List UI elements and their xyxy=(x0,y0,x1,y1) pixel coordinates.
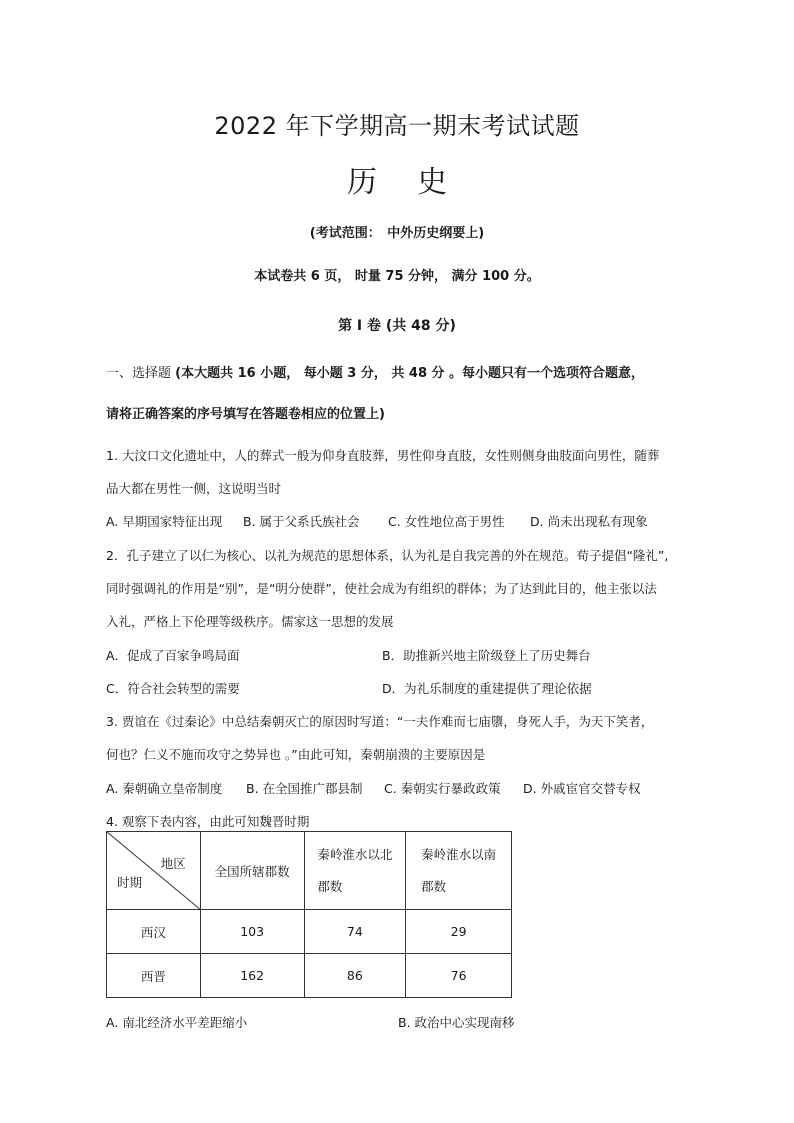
question-2-line-2: 同时强调礼的作用是“别”，是“明分使群”，使社会成为有组织的群体；为了达到此目的，他主张以法 xyxy=(106,581,657,596)
q4-option-b: B. 政治中心实现南移 xyxy=(398,1015,515,1030)
header-north: 秦岭淮水以北 郡数 xyxy=(304,832,406,910)
q3-option-c: C. 秦朝实行暴政政策 xyxy=(384,781,501,796)
row-total: 162 xyxy=(200,954,304,998)
q1-option-c: C. 女性地位高于男性 xyxy=(388,514,505,529)
section-rule-line1: (本大题共 16 小题， 每小题 3 分， 共 48 分 。每小题只有一个选项符合题意， xyxy=(175,366,645,381)
q2-option-b: B．助推新兴地主阶级登上了历史舞台 xyxy=(382,648,591,663)
corner-region-label: 地区 xyxy=(160,856,186,871)
q1-option-d: D. 尚未出现私有现象 xyxy=(530,514,648,529)
corner-period-label: 时期 xyxy=(117,875,143,890)
exam-meta: 本试卷共 6 页， 时量 75 分钟， 满分 100 分。 xyxy=(254,269,540,284)
diagonal-line xyxy=(107,832,200,909)
section-instruction xyxy=(106,362,644,381)
q1-option-a: A. 早期国家特征出现 xyxy=(106,514,223,529)
question-3-line-1: 3. 贾谊在《过秦论》中总结秦朝灭亡的原因时写道：“一夫作难而七庙隳，身死人手，为天下笑者， xyxy=(106,714,654,729)
q1-option-b: B. 属于父系氏族社会 xyxy=(243,514,360,529)
table-header-row xyxy=(107,832,512,910)
row-north: 74 xyxy=(304,910,406,954)
q3-option-b: B. 在全国推广郡县制 xyxy=(246,781,363,796)
header-total: 全国所辖郡数 xyxy=(200,832,304,910)
section-rule-line2: 请将正确答案的序号填写在答题卷相应的位置上) xyxy=(106,407,385,422)
question-4-line-1: 4. 观察下表内容，由此可知魏晋时期 xyxy=(106,814,310,829)
question-2-line-1: 2．孔子建立了以仁为核心、以礼为规范的思想体系，认为礼是自我完善的外在规范。荀子提倡“隆礼”, xyxy=(106,548,669,563)
row-north: 86 xyxy=(304,954,406,998)
q2-option-d: D．为礼乐制度的重建提供了理论依据 xyxy=(382,681,592,696)
q3-option-a: A. 秦朝确立皇帝制度 xyxy=(106,781,223,796)
row-period: 西晋 xyxy=(107,954,201,998)
exam-title: 2022 年下学期高一期末考试试题 xyxy=(214,112,580,140)
table-row xyxy=(107,954,512,998)
part-heading: 第 I 卷 (共 48 分) xyxy=(338,318,456,334)
row-period: 西汉 xyxy=(107,910,201,954)
question-1-line-2: 品大都在男性一侧，这说明当时 xyxy=(106,481,282,496)
question-2-line-3: 入礼，严格上下伦理等级秩序。儒家这一思想的发展 xyxy=(106,614,394,629)
exam-scope: (考试范围： 中外历史纲要上) xyxy=(309,226,485,241)
row-south: 76 xyxy=(406,954,512,998)
question-3-line-2: 何也？仁义不施而攻守之势异也 。”由此可知，秦朝崩溃的主要原因是 xyxy=(106,747,486,762)
table-row xyxy=(107,910,512,954)
subject-title: 历史 xyxy=(347,165,487,200)
header-south: 秦岭淮水以南 郡数 xyxy=(406,832,512,910)
section-lead: 一、选择题 xyxy=(106,366,172,381)
row-total: 103 xyxy=(200,910,304,954)
q4-option-a: A. 南北经济水平差距缩小 xyxy=(106,1015,248,1030)
commandery-table xyxy=(106,831,512,998)
q2-option-c: C．符合社会转型的需要 xyxy=(106,681,240,696)
table-corner-cell xyxy=(107,832,201,910)
q2-option-a: A．促成了百家争鸣局面 xyxy=(106,648,240,663)
row-south: 29 xyxy=(406,910,512,954)
q3-option-d: D. 外戚宦官交替专权 xyxy=(523,781,641,796)
question-1-line-1: 1. 大汶口文化遗址中，人的葬式一般为仰身直肢葬，男性仰身直肢，女性则侧身曲肢面向男性，随葬 xyxy=(106,448,660,463)
